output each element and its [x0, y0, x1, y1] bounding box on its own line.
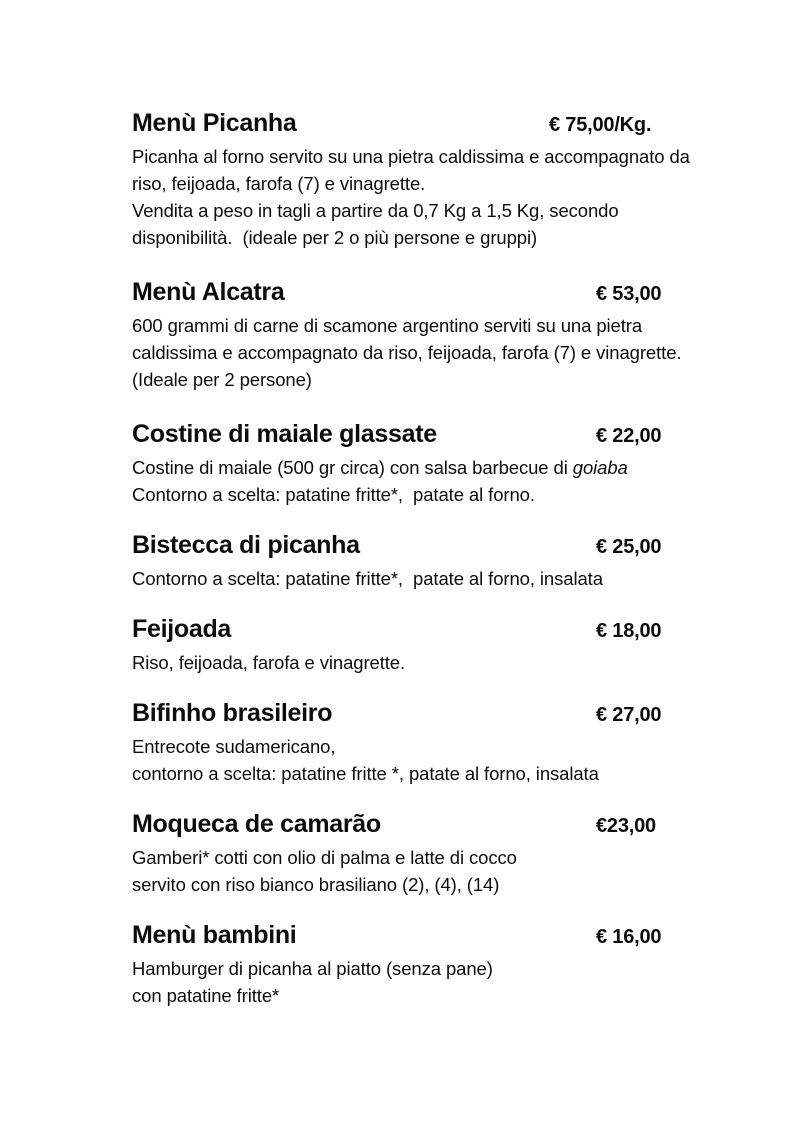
dish-price: € 22,00	[596, 425, 662, 447]
menu-section-header	[132, 419, 714, 451]
dish-description-line: Gamberi* cotti con olio di palma e latte di cocco	[132, 847, 517, 868]
dish-title: Menù bambini	[132, 921, 297, 949]
dish-price: € 18,00	[596, 620, 662, 642]
dish-title: Menù Picanha	[132, 109, 297, 137]
dish-description-line: servito con riso bianco brasiliano (2), (4), (14)	[132, 874, 500, 895]
menu-section-header	[132, 108, 714, 140]
menu-section-header	[132, 614, 714, 646]
dish-description-line: riso, feijoada, farofa (7) e vinagrette.	[132, 173, 426, 194]
menu-sections-list	[132, 108, 714, 1027]
dish-description-line	[132, 454, 714, 481]
dish-description-text: Costine di maiale (500 gr circa) con salsa barbecue di	[132, 457, 573, 478]
menu-section-costine	[132, 419, 714, 508]
dish-description-line: con patatine fritte*	[132, 985, 280, 1006]
dish-price: € 27,00	[596, 704, 662, 726]
dish-description-line: Contorno a scelta: patatine fritte*, patate al forno, insalata	[132, 568, 603, 589]
dish-title: Menù Alcatra	[132, 278, 285, 306]
menu-section-header	[132, 809, 714, 841]
menu-section-header	[132, 530, 714, 562]
dish-description-line: 600 grammi di carne di scamone argentino serviti su una pietra	[132, 315, 643, 336]
menu-section-header	[132, 698, 714, 730]
dish-description-line: Riso, feijoada, farofa e vinagrette.	[132, 652, 406, 673]
dish-description-line: disponibilità. (ideale per 2 o più persone e gruppi)	[132, 227, 538, 248]
dish-description-line: Contorno a scelta: patatine fritte*, patate al forno.	[132, 484, 535, 505]
menu-section-bistecca	[132, 530, 714, 592]
dish-title: Bistecca di picanha	[132, 531, 360, 559]
menu-section-header	[132, 920, 714, 952]
dish-title: Bifinho brasileiro	[132, 699, 333, 727]
dish-description-line: contorno a scelta: patatine fritte *, patate al forno, insalata	[132, 763, 599, 784]
dish-price: € 75,00/Kg.	[549, 114, 652, 136]
dish-description-line: Picanha al forno servito su una pietra caldissima e accompagnato da	[132, 146, 690, 167]
dish-description-line: caldissima e accompagnato da riso, feijoada, farofa (7) e vinagrette.	[132, 342, 682, 363]
dish-description-line: Hamburger di picanha al piatto (senza pane)	[132, 958, 493, 979]
dish-title: Moqueca de camarão	[132, 810, 381, 838]
dish-title: Costine di maiale glassate	[132, 420, 437, 448]
menu-section-feijoada	[132, 614, 714, 676]
dish-price: €23,00	[596, 815, 656, 837]
dish-description-italic-term: goiaba	[572, 457, 628, 478]
menu-section-bifinho	[132, 698, 714, 787]
dish-description-line: (Ideale per 2 persone)	[132, 369, 312, 390]
dish-price: € 53,00	[596, 283, 662, 305]
menu-section-picanha	[132, 108, 714, 251]
dish-price: € 25,00	[596, 536, 662, 558]
menu-section-header	[132, 277, 714, 309]
dish-price: € 16,00	[596, 926, 662, 948]
menu-section-moqueca	[132, 809, 714, 898]
dish-title: Feijoada	[132, 615, 232, 643]
menu-section-bambini	[132, 920, 714, 1009]
menu-section-alcatra	[132, 277, 714, 393]
dish-description-line: Entrecote sudamericano,	[132, 736, 336, 757]
dish-description-line: Vendita a peso in tagli a partire da 0,7 Kg a 1,5 Kg, secondo	[132, 200, 619, 221]
